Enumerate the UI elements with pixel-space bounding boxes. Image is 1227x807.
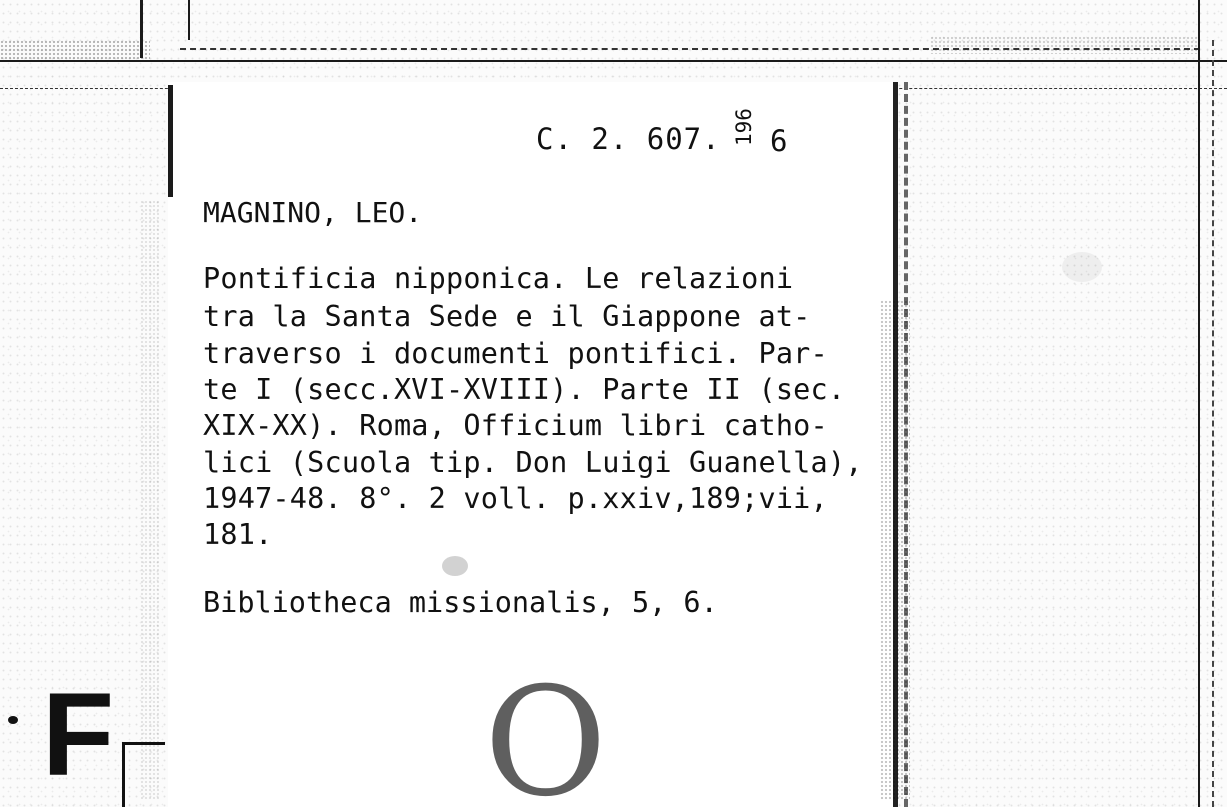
top-speckle-band xyxy=(0,40,150,62)
corner-bracket-mark xyxy=(122,742,165,807)
author-heading: MAGNINO, LEO. xyxy=(203,196,423,229)
body-line: 181. xyxy=(203,518,273,551)
ink-dot xyxy=(8,716,18,724)
card-right-speckle xyxy=(880,300,910,800)
body-line: tra la Santa Sede e il Giappone at- xyxy=(203,300,811,333)
top-right-speckle-band xyxy=(930,36,1200,54)
body-line: 1947-48. 8°. 2 voll. p.xxiv,189;vii, xyxy=(203,482,828,515)
body-line: lici (Scuola tip. Don Luigi Guanella), xyxy=(203,446,863,479)
card-left-edge xyxy=(168,85,173,197)
stamp-number: 196 xyxy=(732,108,756,146)
top-vertical-1 xyxy=(140,0,143,58)
ink-smudge xyxy=(442,556,468,576)
large-letter-o: O xyxy=(484,656,607,807)
body-line: te I (secc.XVI-XVIII). Parte II (sec. xyxy=(203,373,846,406)
top-vertical-2 xyxy=(188,0,190,40)
right-edge-dashed xyxy=(1212,40,1214,807)
call-number-suffix: 6 xyxy=(770,124,788,158)
left-margin-speckle xyxy=(140,200,160,800)
top-dashed-rule xyxy=(180,48,1200,50)
call-number: C. 2. 607. xyxy=(536,122,721,156)
top-vertical-3 xyxy=(1198,0,1200,807)
ink-dot-right xyxy=(1062,252,1102,282)
top-rule xyxy=(0,60,1227,62)
body-line: Pontificia nipponica. Le relazioni xyxy=(203,262,794,295)
body-line: XIX-XX). Roma, Officium libri catho- xyxy=(203,409,828,442)
body-line: traverso i documenti pontifici. Par- xyxy=(203,337,828,370)
corner-letter-f: F xyxy=(42,669,115,801)
series-note: Bibliotheca missionalis, 5, 6. xyxy=(203,586,718,619)
